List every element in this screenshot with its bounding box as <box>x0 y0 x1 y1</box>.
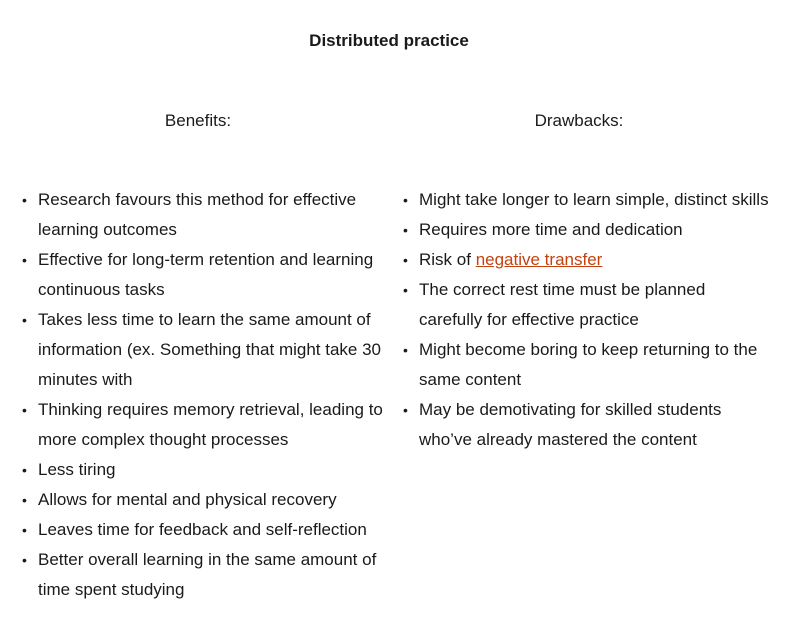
list-item: • Effective for long-term retention and learning continuous tasks <box>38 245 398 305</box>
list-item: • May be demotivating for skilled students who’ve already mastered the content <box>419 395 769 455</box>
benefits-list <box>22 185 398 605</box>
bullet-icon: • <box>403 282 408 298</box>
page-title: Distributed practice <box>309 31 469 50</box>
bullet-icon: • <box>403 252 408 268</box>
bullet-icon: • <box>22 252 27 268</box>
bullet-icon: • <box>22 192 27 208</box>
bullet-icon: • <box>22 552 27 568</box>
bullet-icon: • <box>403 222 408 238</box>
list-item: • Leaves time for feedback and self-reflection <box>38 515 398 545</box>
list-item: • Thinking requires memory retrieval, leading to more complex thought processes <box>38 395 398 455</box>
drawbacks-list <box>403 185 769 455</box>
list-item: • Research favours this method for effective learning outcomes <box>38 185 398 245</box>
list-item: • Takes less time to learn the same amount of information (ex. Something that might take 30 minutes with <box>38 305 398 395</box>
bullet-icon: • <box>22 312 27 328</box>
bullet-icon: • <box>22 492 27 508</box>
benefits-heading: Benefits: <box>164 111 232 130</box>
list-item: • Less tiring <box>38 455 398 485</box>
list-item: • Requires more time and dedication <box>419 215 769 245</box>
bullet-icon: • <box>22 522 27 538</box>
bullet-icon: • <box>22 462 27 478</box>
bullet-icon: • <box>403 402 408 418</box>
negative-transfer-link[interactable]: negative transfer <box>475 250 603 269</box>
bullet-icon: • <box>403 192 408 208</box>
list-item: • The correct rest time must be planned carefully for effective practice <box>419 275 769 335</box>
bullet-icon: • <box>22 402 27 418</box>
bullet-icon: • <box>403 342 408 358</box>
list-item: • Might take longer to learn simple, distinct skills <box>419 185 769 215</box>
drawbacks-heading: Drawbacks: <box>534 111 624 130</box>
list-item: • Might become boring to keep returning to the same content <box>419 335 769 395</box>
list-item: • Risk of negative transfer <box>419 245 769 275</box>
list-item: • Allows for mental and physical recovery <box>38 485 398 515</box>
list-item: • Better overall learning in the same amount of time spent studying <box>38 545 398 605</box>
